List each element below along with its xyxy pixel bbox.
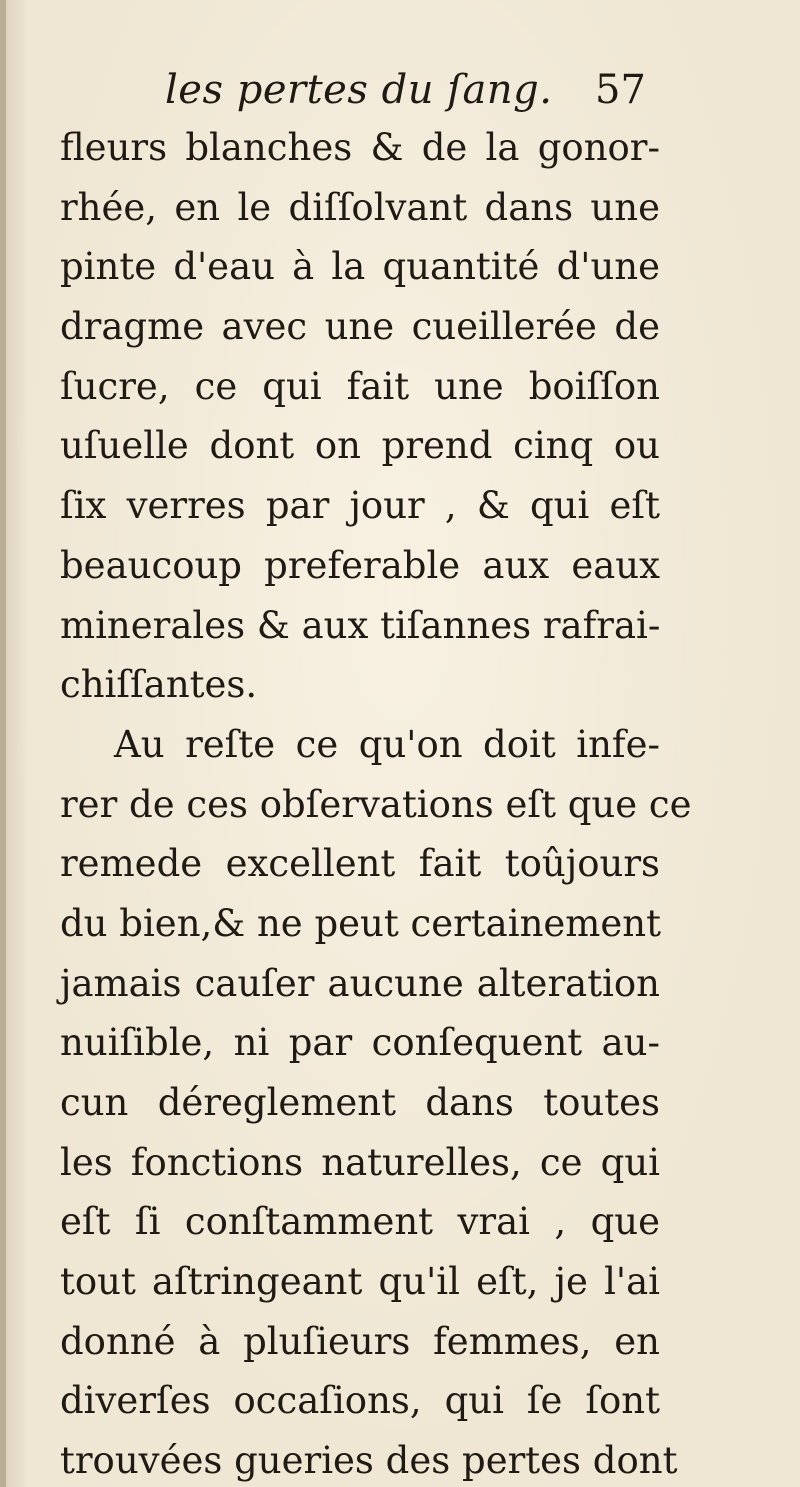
text-line: pinte d'eau à la quantité d'une xyxy=(60,245,660,289)
text-line: du bien,& ne peut certainement xyxy=(60,901,661,945)
text-line: nuiſible, ni par conſequent au- xyxy=(60,1021,660,1065)
text-line: beaucoup preferable aux eaux xyxy=(60,543,660,587)
text-line: fleurs blanches & de la gonor- xyxy=(60,126,660,169)
text-line: dragme avec une cueillerée de xyxy=(60,305,660,349)
page-header xyxy=(60,60,660,120)
text-line: eſt ſi conſtamment vrai , que xyxy=(60,1200,660,1244)
running-title: les pertes du ſang. xyxy=(165,67,553,113)
text-line: donné à pluſieurs femmes, en xyxy=(60,1319,660,1363)
text-line: rer de ces obſervations eſt que ce xyxy=(60,782,692,826)
text-line: ſix verres par jour , & qui eſt xyxy=(60,484,660,528)
text-line: ſucre, ce qui fait une boiſſon xyxy=(60,364,660,408)
text-line: cun déreglement dans toutes xyxy=(60,1081,660,1124)
text-line: rhée, en le diſſolvant dans une xyxy=(60,185,660,229)
page-number: 57 xyxy=(595,67,646,113)
text-line: remede excellent fait toûjours xyxy=(60,842,660,886)
paragraph-start-line: Au reſte ce qu'on doit infe- xyxy=(114,722,660,766)
text-line: tout aſtringeant qu'il eſt, je l'ai xyxy=(60,1260,660,1304)
text-line: minerales & aux tiſannes rafrai- xyxy=(60,603,661,647)
page-spine-shadow xyxy=(0,0,6,1487)
text-line: uſuelle dont on prend cinq ou xyxy=(60,424,660,468)
text-line: les fonctions naturelles, ce qui xyxy=(60,1140,660,1184)
text-line: diverſes occaſions, qui ſe ſont xyxy=(60,1379,660,1423)
text-line: trouvées gueries des pertes dont xyxy=(60,1439,678,1483)
text-line: jamais cauſer aucune alteration xyxy=(60,961,660,1005)
paragraph-end-line: chiſſantes. xyxy=(60,663,258,707)
body-text xyxy=(60,118,692,1487)
